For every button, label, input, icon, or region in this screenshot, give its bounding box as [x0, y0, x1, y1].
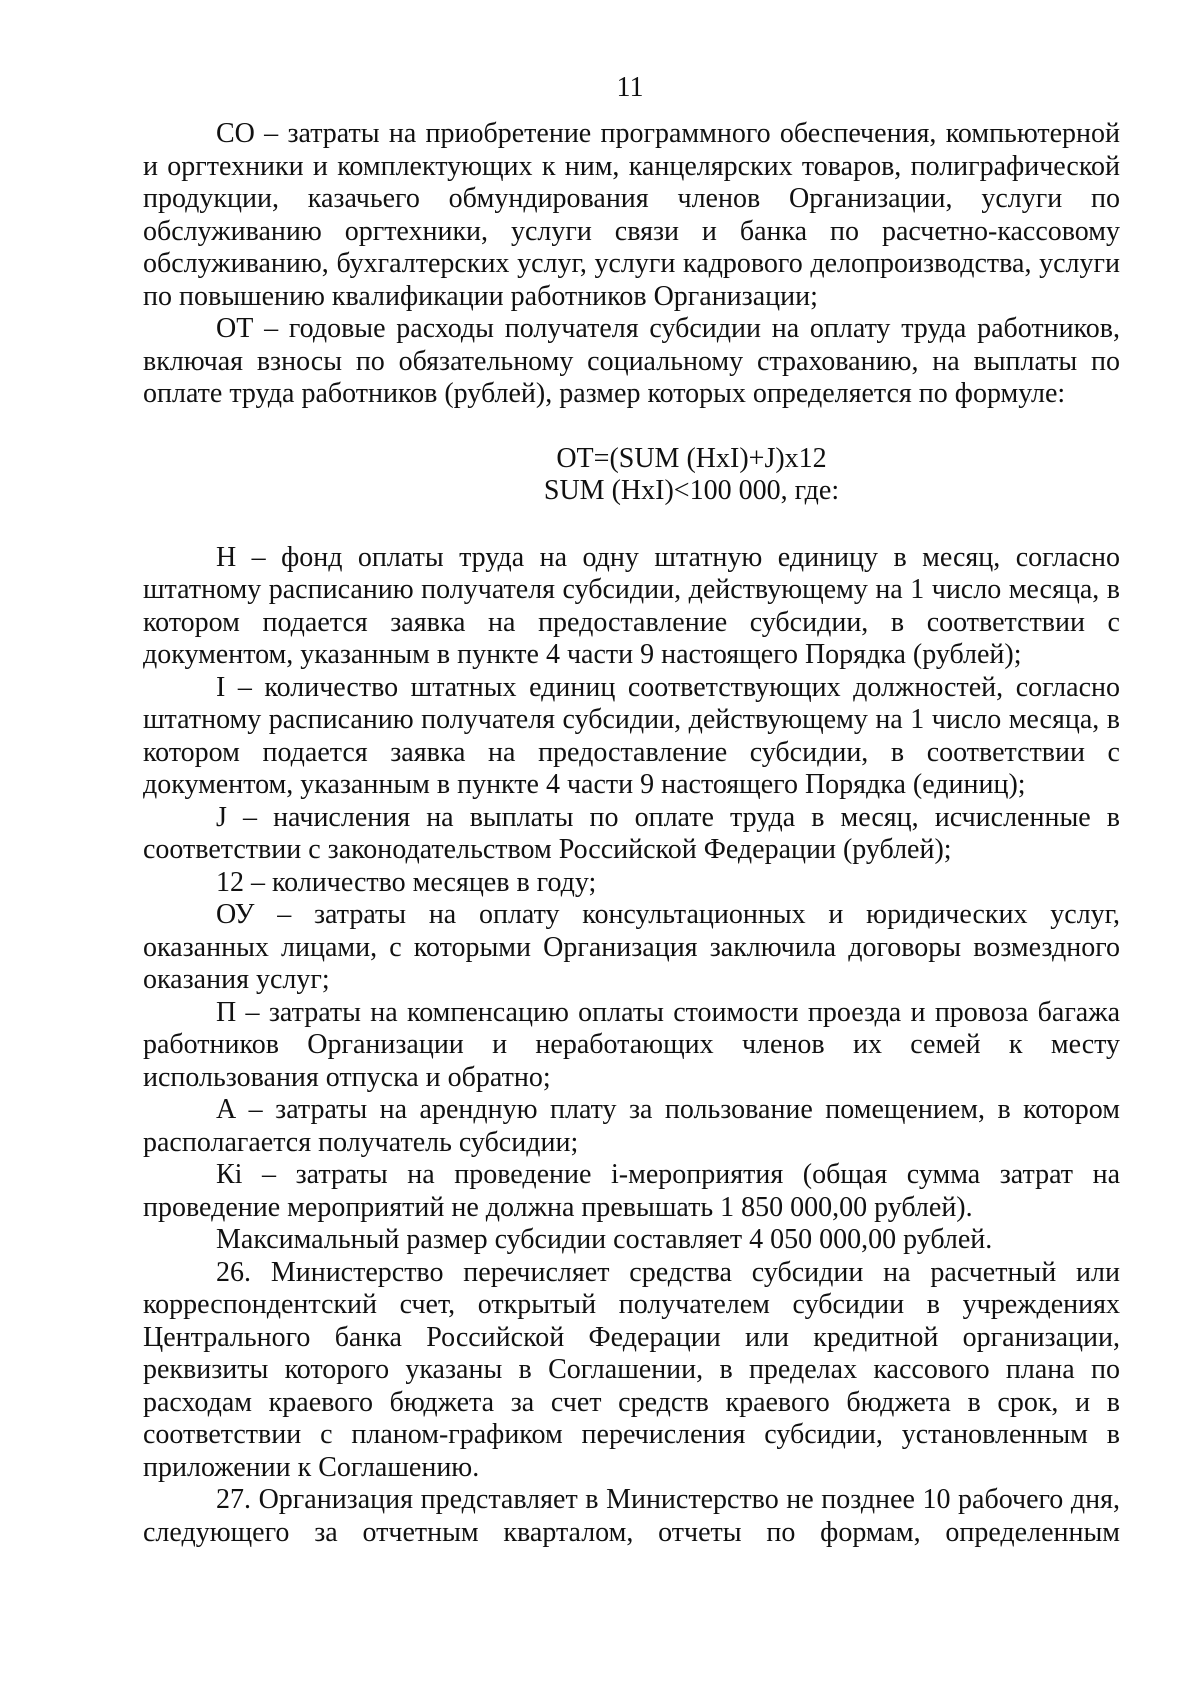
paragraph-a: А – затраты на арендную плату за пользование помещением, в котором располагается получатель субсидии; [143, 1094, 1120, 1158]
paragraph-12: 12 – количество месяцев в году; [216, 866, 597, 898]
paragraph-ot: ОТ – годовые расходы получателя субсидии на оплату труда работников, включая взносы по обязательному социальному страхованию, на выплаты по оплате труда работников (рублей), размер которых определяется по формуле: [143, 313, 1120, 409]
formula-block [143, 443, 1120, 508]
paragraph-p: П – затраты на компенсацию оплаты стоимости проезда и провоза багажа работников Организации и неработающих членов их семей к месту использования отпуска и обратно; [143, 996, 1120, 1093]
paragraph-ou: ОУ – затраты на оплату консультационных и юридических услуг, оказанных лицами, с которыми Организация заключила договоры возмездного оказания услуг; [143, 899, 1120, 995]
document-body [143, 118, 1120, 1549]
paragraph-i: I – количество штатных единиц соответствующих должностей, согласно штатному расписанию получателя субсидии, действующему на 1 число месяца, в котором подается заявка на предоставление субсидии, в соответствии с документом, указанным в пункте 4 части 9 настоящего Порядка (единиц); [143, 671, 1120, 800]
paragraph-j: J – начисления на выплаты по оплате труда в месяц, исчисленные в соответствии с законодательством Российской Федерации (рублей); [143, 801, 1120, 865]
paragraph-27: 27. Организация представляет в Министерство не позднее 10 рабочего дня, следующего за отчетным кварталом, отчеты по формам, определенным [143, 1484, 1120, 1548]
paragraph-ki: Кi – затраты на проведение i-мероприятия (общая сумма затрат на проведение мероприятий не должна превышать 1 850 000,00 рублей). [143, 1159, 1120, 1223]
paragraph-co: СО – затраты на приобретение программного обеспечения, компьютерной и оргтехники и комплектующих к ним, канцелярских товаров, полиграфической продукции, казачьего обмундирования членов Организации, услуги по обслуживанию оргтехники, услуги связи и банка по расчетно-кассовому обслуживанию, бухгалтерских услуг, услуги кадрового делопроизводства, услуги по повышению квалификации работников Организации; [143, 118, 1120, 312]
formula-line-2: SUM (HxI)<100 000, где: [543, 475, 840, 506]
formula-line-1: ОТ=(SUM (HxI)+J)x12 [556, 442, 827, 474]
paragraph-h: Н – фонд оплаты труда на одну штатную единицу в месяц, согласно штатному расписанию получателя субсидии, действующему на 1 число месяца, в котором подается заявка на предоставление субсидии, в соответствии с документом, указанным в пункте 4 части 9 настоящего Порядка (рублей); [143, 541, 1120, 670]
paragraph-26: 26. Министерство перечисляет средства субсидии на расчетный или корреспондентский счет, открытый получателем субсидии в учреждениях Центрального банка Российской Федерации или кредитной организации, реквизиты которого указаны в Соглашении, в пределах кассового плана по расходам краевого бюджета за счет средств краевого бюджета в срок, и в соответствии с планом-графиком перечисления субсидии, установленным в приложении к Соглашению. [143, 1256, 1120, 1483]
paragraph-max-subsidy: Максимальный размер субсидии составляет 4 050 000,00 рублей. [216, 1224, 993, 1255]
page-number: 11 [616, 72, 644, 103]
